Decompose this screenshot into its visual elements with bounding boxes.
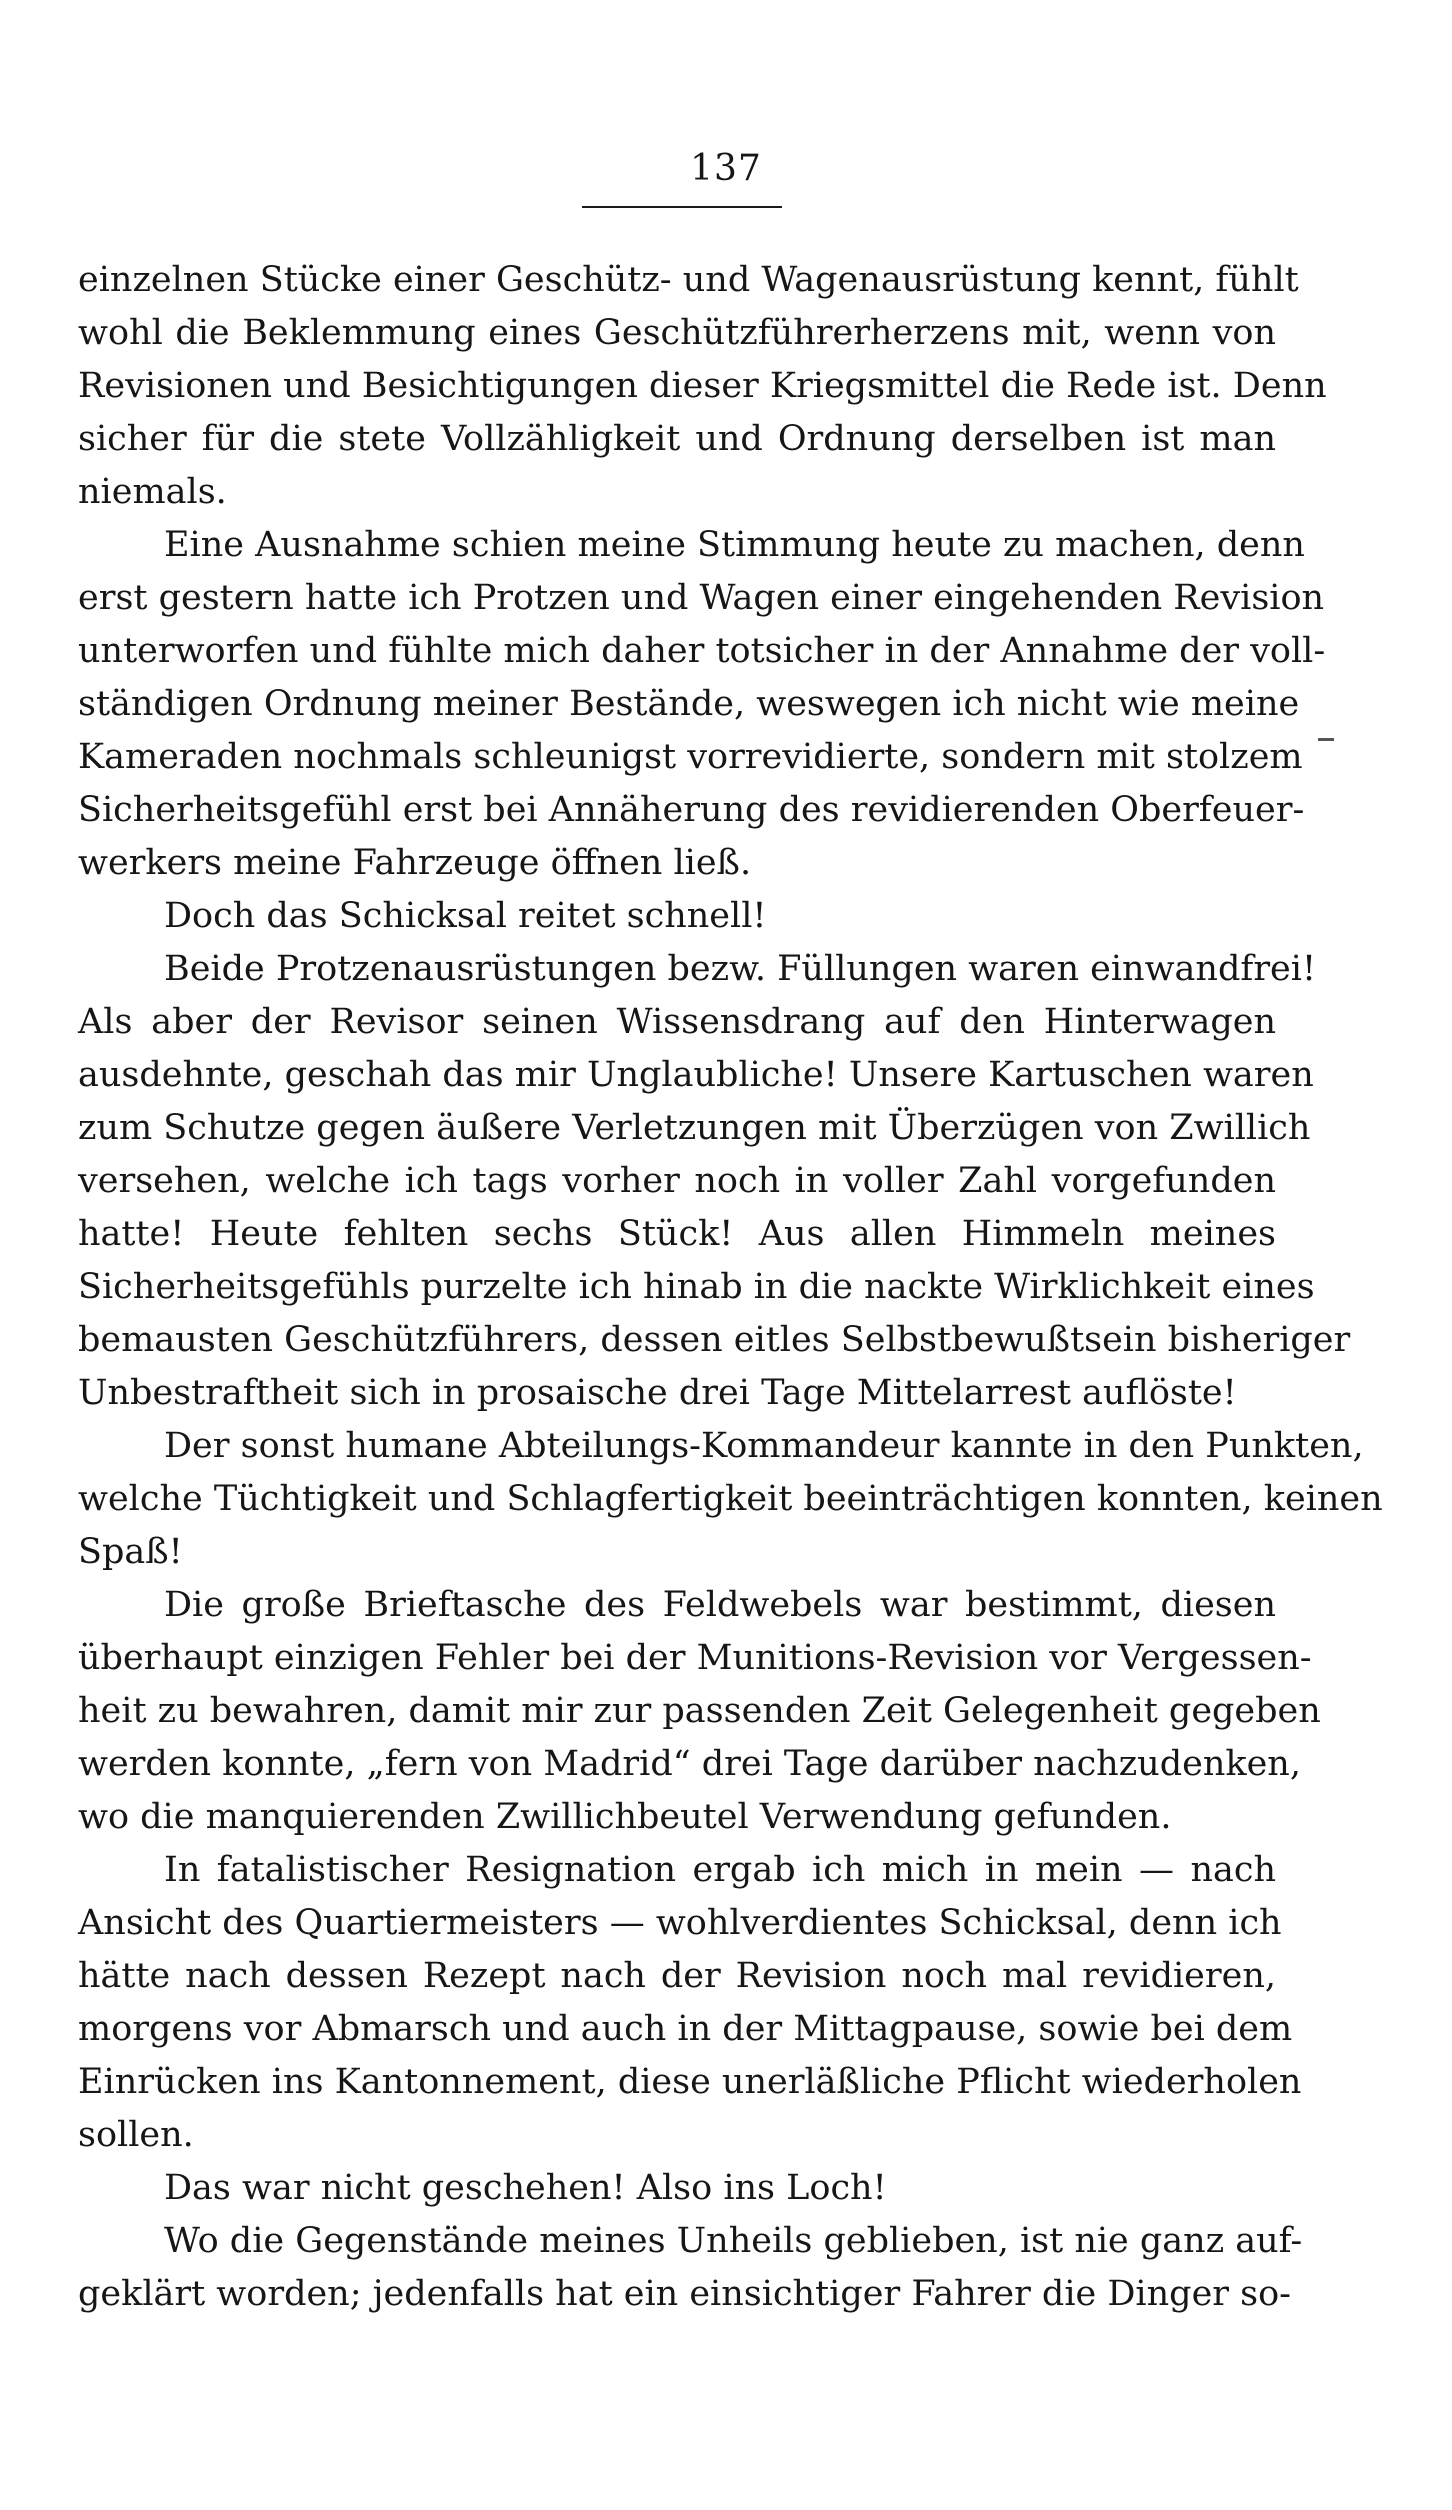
text-line: überhaupt einzigen Fehler bei der Munitions-Revision vor Vergessen- — [78, 1638, 1312, 1678]
text-line: sicher für die stete Vollzähligkeit und Ordnung derselben ist man — [78, 419, 1276, 459]
text-line: wo die manquierenden Zwillichbeutel Verwendung gefunden. — [78, 1797, 1172, 1837]
text-line: Das war nicht geschehen! Also ins Loch! — [164, 2168, 887, 2208]
text-line: bemausten Geschützführers, dessen eitles Selbstbewußtsein bisheriger — [78, 1320, 1351, 1360]
text-line: ausdehnte, geschah das mir Unglaubliche! Unsere Kartuschen waren — [78, 1055, 1314, 1095]
page-number: 137 — [690, 148, 762, 189]
text-line: werkers meine Fahrzeuge öffnen ließ. — [78, 843, 752, 883]
text-line: Als aber der Revisor seinen Wissensdrang auf den Hinterwagen — [78, 1002, 1276, 1042]
text-line: Beide Protzenausrüstungen bezw. Füllungen waren einwandfrei! — [164, 949, 1317, 989]
text-line: Eine Ausnahme schien meine Stimmung heute zu machen, denn — [164, 525, 1305, 565]
body-text — [78, 254, 1383, 2321]
text-line: sollen. — [78, 2115, 194, 2155]
text-line: Ansicht des Quartiermeisters — wohlverdientes Schicksal, denn ich — [78, 1903, 1282, 1943]
text-line: erst gestern hatte ich Protzen und Wagen einer eingehenden Revision — [78, 578, 1325, 618]
page-number-rule — [582, 206, 782, 208]
text-line: werden konnte, „fern von Madrid“ drei Tage darüber nachzudenken, — [78, 1744, 1301, 1784]
text-line: heit zu bewahren, damit mir zur passenden Zeit Gelegenheit gegeben — [78, 1691, 1321, 1731]
text-line: wohl die Beklemmung eines Geschützführerherzens mit, wenn von — [78, 313, 1276, 353]
text-line: Sicherheitsgefühls purzelte ich hinab in die nackte Wirklichkeit eines — [78, 1267, 1315, 1307]
text-line: Unbestraftheit sich in prosaische drei Tage Mittelarrest auflöste! — [78, 1373, 1237, 1413]
text-line: hatte! Heute fehlten sechs Stück! Aus allen Himmeln meines — [78, 1214, 1276, 1254]
text-line: Doch das Schicksal reitet schnell! — [164, 896, 767, 936]
text-line: versehen, welche ich tags vorher noch in voller Zahl vorgefunden — [78, 1161, 1276, 1201]
text-line: niemals. — [78, 472, 227, 512]
text-line: Wo die Gegenstände meines Unheils geblieben, ist nie ganz auf- — [164, 2221, 1303, 2261]
text-line: Spaß! — [78, 1532, 183, 1572]
text-line: geklärt worden; jedenfalls hat ein einsichtiger Fahrer die Dinger so- — [78, 2274, 1292, 2314]
text-line: Die große Brieftasche des Feldwebels war bestimmt, diesen — [164, 1585, 1276, 1625]
text-line: zum Schutze gegen äußere Verletzungen mit Überzügen von Zwillich — [78, 1108, 1311, 1148]
text-line: Einrücken ins Kantonnement, diese unerläßliche Pflicht wiederholen — [78, 2062, 1302, 2102]
text-line: ständigen Ordnung meiner Bestände, weswegen ich nicht wie meine — [78, 684, 1300, 724]
text-line: Der sonst humane Abteilungs-Kommandeur kannte in den Punkten, — [164, 1426, 1364, 1466]
text-line: Revisionen und Besichtigungen dieser Kriegsmittel die Rede ist. Denn — [78, 366, 1327, 406]
text-line: unterworfen und fühlte mich daher totsicher in der Annahme der voll- — [78, 631, 1326, 671]
text-line: morgens vor Abmarsch und auch in der Mittagpause, sowie bei dem — [78, 2009, 1293, 2049]
text-line: Sicherheitsgefühl erst bei Annäherung des revidierenden Oberfeuer- — [78, 790, 1305, 830]
text-line: In fatalistischer Resignation ergab ich mich in mein — nach — [164, 1850, 1276, 1890]
text-line: welche Tüchtigkeit und Schlagfertigkeit beeinträchtigen konnten, keinen — [78, 1479, 1383, 1519]
text-line: Kameraden nochmals schleunigst vorrevidierte, sondern mit stolzem — [78, 737, 1303, 777]
margin-mark — [1318, 738, 1334, 741]
text-line: einzelnen Stücke einer Geschütz- und Wagenausrüstung kennt, fühlt — [78, 260, 1299, 300]
text-line: hätte nach dessen Rezept nach der Revision noch mal revidieren, — [78, 1956, 1276, 1996]
